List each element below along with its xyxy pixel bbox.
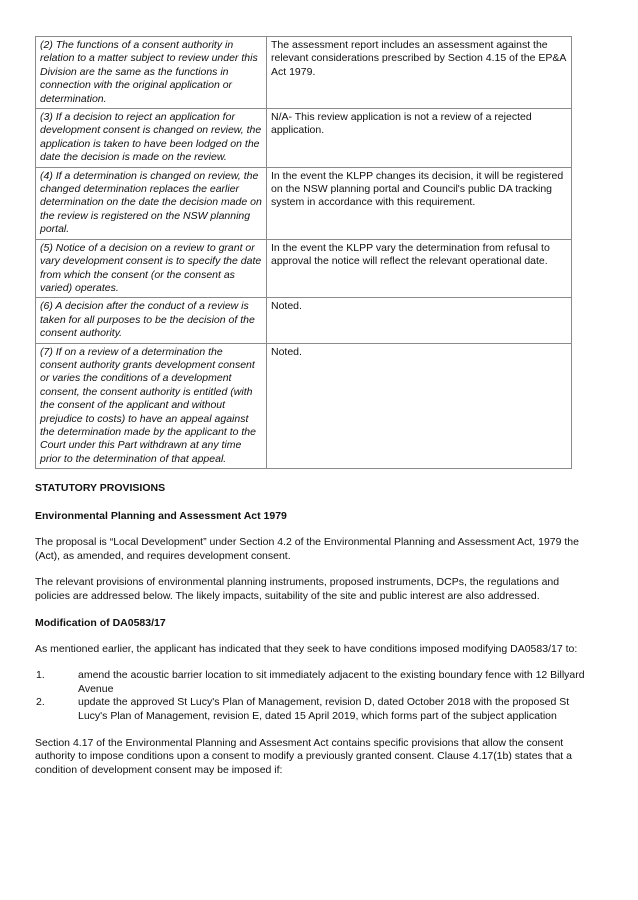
- clause-cell: (6) A decision after the conduct of a review is taken for all purposes to be the decision of the consent authority.: [36, 298, 267, 343]
- clause-cell: (7) If on a review of a determination the consent authority grants development consent or varies the conditions of a development consent, the consent authority is entitled (with the consent of the applicant and without prejudice to costs) to have an appeal against the determination made by the applicant to the Court under this Part withdrawn at any time prior to the determination of that appeal.: [36, 343, 267, 469]
- subheading-modification: Modification of DA0583/17: [35, 616, 166, 629]
- section-heading-statutory: STATUTORY PROVISIONS: [35, 482, 166, 495]
- paragraph-local-development: The proposal is “Local Development” under Section 4.2 of the Environmental Planning and Assessment Act, 1979 the (Act), as amended, and requires development consent.: [35, 536, 579, 562]
- comment-cell: In the event the KLPP vary the determination from refusal to approval the notice will reflect the relevant operational date.: [267, 239, 572, 298]
- clause-cell: (4) If a determination is changed on review, the changed determination replaces the earlier determination on the date the decision made on the review is registered on the NSW planning portal.: [36, 167, 267, 239]
- comment-cell: Noted.: [267, 343, 572, 469]
- list-item-number: 2.: [36, 696, 45, 709]
- comment-cell: N/A- This review application is not a review of a rejected application.: [267, 109, 572, 168]
- clause-cell: (2) The functions of a consent authority in relation to a matter subject to review under this Division are the same as the functions in connection with the original application or determination.: [36, 37, 267, 109]
- clause-cell: (3) If a decision to reject an application for development consent is changed on review, the application is taken to have been lodged on the date the decision is made on the review.: [36, 109, 267, 168]
- clause-cell: (5) Notice of a decision on a review to grant or vary development consent is to specify the date from which the consent (or the consent as varied) operates.: [36, 239, 267, 298]
- paragraph-section-417: Section 4.17 of the Environmental Planning and Assesment Act contains specific provisions that allow the consent authority to impose conditions upon a consent to modify a previously granted consent. Clause 4.17(1b) states that a condition of development consent may be imposed if:: [35, 736, 572, 776]
- paragraph-relevant-provisions: The relevant provisions of environmental planning instruments, proposed instruments, DCPs, the regulations and policies are addressed below. The likely impacts, suitability of the site and public interest are also addressed.: [35, 576, 560, 602]
- table-row: [36, 37, 572, 109]
- table-row: [36, 298, 572, 343]
- table-row: [36, 343, 572, 469]
- comment-cell: The assessment report includes an assessment against the relevant considerations prescribed by Section 4.15 of the EP&A Act 1979.: [267, 37, 572, 109]
- modification-list: [35, 669, 591, 723]
- comment-cell: In the event the KLPP changes its decision, it will be registered on the NSW planning portal and Council's public DA tracking system in accordance with this requirement.: [267, 167, 572, 239]
- list-item: [35, 669, 591, 696]
- table-row: [36, 167, 572, 239]
- table-row: [36, 239, 572, 298]
- review-provisions-table: [35, 36, 572, 469]
- list-item: [35, 696, 591, 723]
- document-page: [35, 36, 591, 777]
- list-item-text: amend the acoustic barrier location to sit immediately adjacent to the existing boundary fence with 12 Billyard Avenue: [78, 669, 585, 695]
- comment-cell: Noted.: [267, 298, 572, 343]
- list-item-number: 1.: [36, 669, 45, 682]
- table-row: [36, 109, 572, 168]
- paragraph-modification-intro: As mentioned earlier, the applicant has indicated that they seek to have conditions imposed modifying DA0583/17 to:: [35, 642, 578, 655]
- list-item-text: update the approved St Lucy's Plan of Management, revision D, dated October 2018 with the proposed St Lucy's Plan of Management, revision E, dated 15 April 2019, which forms part of the subject application: [78, 696, 570, 722]
- subheading-epa-act: Environmental Planning and Assessment Act 1979: [35, 510, 287, 523]
